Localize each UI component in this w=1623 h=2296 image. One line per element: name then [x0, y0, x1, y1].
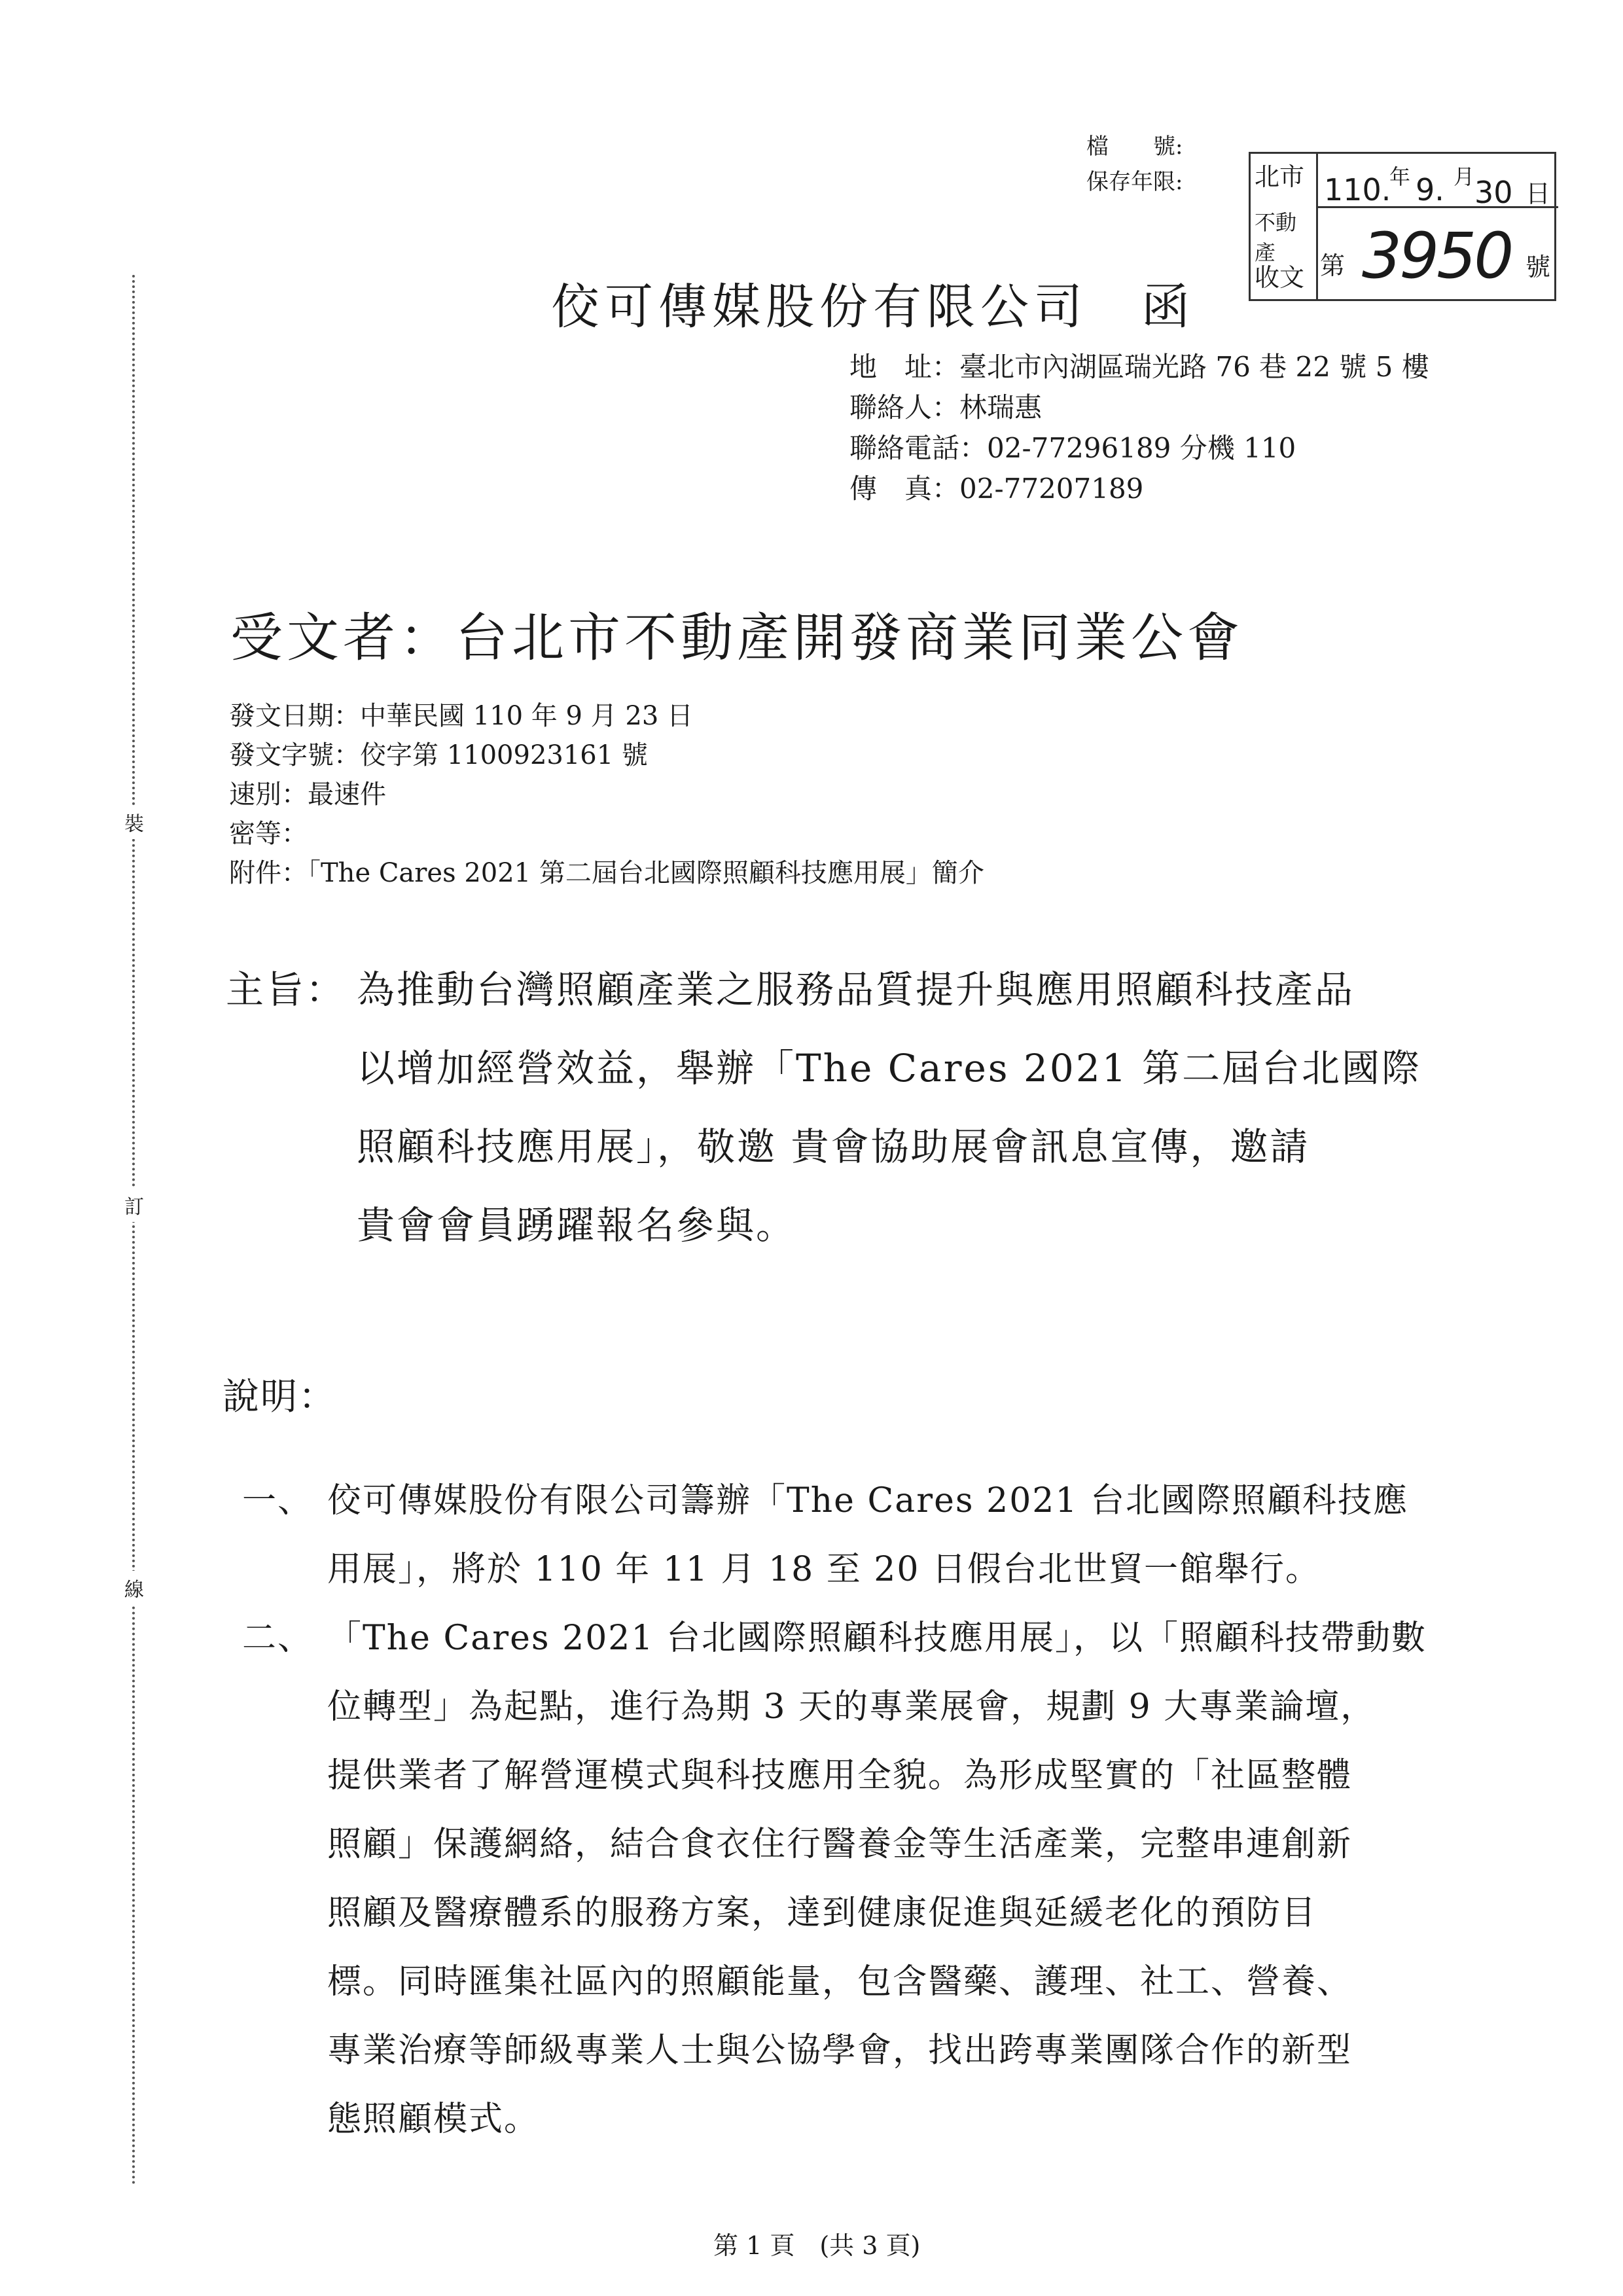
explanation-label: 說明： — [223, 1376, 336, 1418]
stamp-number-prefix: 第 — [1320, 251, 1346, 280]
subject-line-2: 以增加經營效益，舉辦「The Cares 2021 第二屆台北國際 — [357, 1046, 1422, 1090]
receipt-stamp — [1249, 152, 1556, 301]
item-1-line-2: 用展」，將於 110 年 11 月 18 至 20 日假台北世貿一館舉行。 — [327, 1550, 1321, 1589]
secrecy-class: 密等： — [229, 819, 308, 849]
stamp-year-char: 年 — [1389, 164, 1411, 189]
binding-line — [132, 275, 135, 2186]
binding-char-ding: 訂 — [124, 1188, 144, 1222]
binding-char-zhuang: 裝 — [124, 805, 144, 839]
item-2-line-2: 位轉型」為起點，進行為期 3 天的專業展會，規劃 9 大專業論壇， — [327, 1687, 1376, 1727]
item-1-line-1: 佼可傳媒股份有限公司籌辦「The Cares 2021 台北國際照顧科技應 — [327, 1481, 1408, 1520]
subject-line-1: 為推動台灣照顧產業之服務品質提升與應用照顧科技產品 — [357, 967, 1355, 1012]
stamp-number-suffix: 號 — [1525, 253, 1551, 281]
subject-label: 主旨： — [226, 967, 346, 1012]
stamp-day-char: 日 — [1525, 179, 1551, 208]
contact-fax: 傳 真：02-77207189 — [849, 473, 1144, 505]
item-2-line-6: 標。同時匯集社區內的照顧能量，包含醫藥、護理、社工、營養、 — [327, 1962, 1353, 2001]
stamp-day-value: 30 — [1474, 175, 1513, 210]
company-title: 佼可傳媒股份有限公司 函 — [551, 279, 1195, 335]
item-2-number: 二、 — [242, 1619, 313, 1658]
attachment: 附件：「The Cares 2021 第二屆台北國際照顧科技應用展」簡介 — [229, 858, 984, 888]
stamp-org-line1: 北市 — [1255, 162, 1305, 191]
stamp-month-value: 9. — [1416, 172, 1444, 207]
binding-char-xian: 線 — [124, 1571, 144, 1605]
item-2-line-5: 照顧及醫療體系的服務方案，達到健康促進與延緩老化的預防目 — [327, 1893, 1317, 1933]
item-2-line-3: 提供業者了解營運模式與科技應用全貌。為形成堅實的「社區整體 — [327, 1756, 1353, 1795]
item-2-line-1: 「The Cares 2021 台北國際照顧科技應用展」，以「照顧科技帶動數 — [327, 1619, 1427, 1658]
stamp-number: 3950 — [1362, 219, 1512, 293]
stamp-date-year: 110. — [1324, 172, 1391, 207]
subject-line-4: 貴會會員踴躍報名參與。 — [357, 1203, 796, 1247]
company-address: 地 址：臺北市內湖區瑞光路 76 巷 22 號 5 樓 — [849, 351, 1429, 383]
stamp-month-char: 月 — [1454, 164, 1475, 189]
file-number-label: 檔 號: — [1086, 134, 1183, 160]
item-2-line-7: 專業治療等師級專業人士與公協學會，找出跨專業團隊合作的新型 — [327, 2031, 1353, 2070]
item-2-line-8: 態照顧模式。 — [327, 2100, 540, 2139]
item-2-line-4: 照顧」保護網絡，結合食衣住行醫養金等生活產業，完整串連創新 — [327, 1825, 1353, 1864]
page-footer: 第 1 頁 (共 3 頁) — [713, 2231, 921, 2260]
document-number: 發文字號：佼字第 1100923161 號 — [229, 740, 648, 770]
item-1-number: 一、 — [242, 1481, 313, 1520]
speed-class: 速別：最速件 — [229, 780, 386, 810]
stamp-org-line2: 不動產 — [1255, 210, 1297, 265]
retention-label: 保存年限: — [1086, 169, 1183, 195]
issue-date: 發文日期：中華民國 110 年 9 月 23 日 — [229, 701, 693, 731]
subject-line-3: 照顧科技應用展」，敬邀 貴會協助展會訊息宣傳，邀請 — [357, 1124, 1310, 1169]
contact-person: 聯絡人：林瑞惠 — [849, 391, 1043, 423]
stamp-org-column — [1251, 154, 1318, 299]
recipient: 受文者：台北市不動產開發商業同業公會 — [230, 607, 1243, 668]
contact-phone: 聯絡電話：02-77296189 分機 110 — [849, 432, 1296, 464]
stamp-org-line3: 收文 — [1255, 263, 1305, 292]
